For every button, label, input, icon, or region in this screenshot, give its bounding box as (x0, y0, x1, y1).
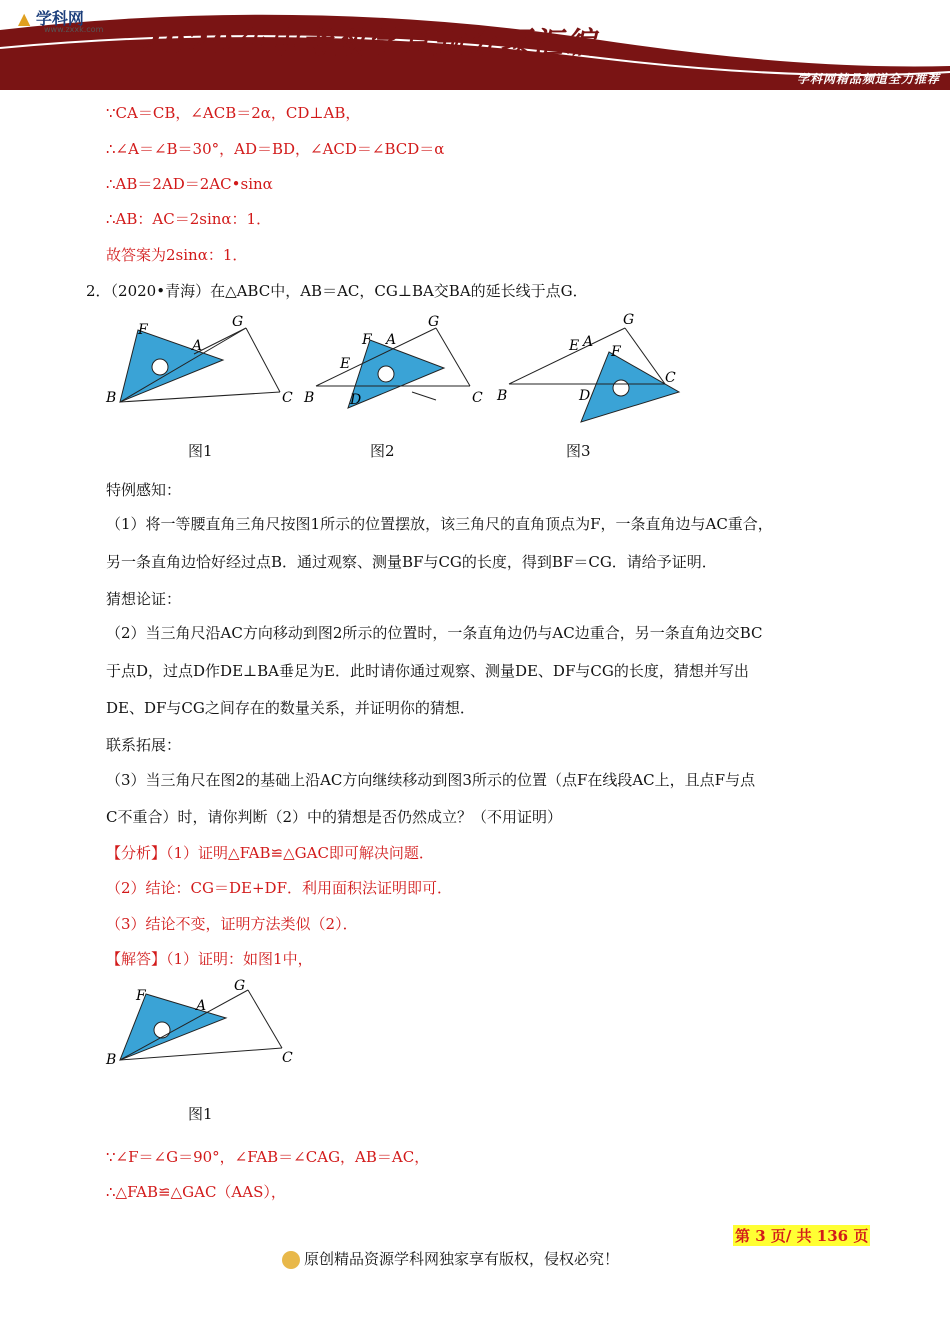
copyright-text: 原创精品资源学科网独家享有版权，侵权必究！ (304, 1250, 620, 1268)
label-B: B (497, 388, 508, 404)
analysis-line: （3）结论不变，证明方法类似（2）． (106, 915, 358, 933)
text-line: 于点D，过点D作DE⊥BA垂足为E．此时请你通过观察、测量DE、DF与CG的长度，猜想并写出 (106, 662, 749, 680)
label-C: C (472, 390, 483, 406)
figure-caption: 图1 (188, 1105, 213, 1123)
figure-1 (100, 312, 300, 412)
analysis-line: （2）结论：CG＝DE+DF．利用面积法证明即可． (106, 879, 452, 897)
label-A: A (386, 332, 397, 348)
label-G: G (428, 314, 440, 330)
triangle-ruler (581, 352, 679, 422)
question-title: 2．（2020•青海）在△ABC中，AB＝AC，CG⊥BA交BA的延长线于点G． (86, 282, 588, 300)
label-C: C (282, 1050, 293, 1066)
label-B: B (106, 390, 117, 406)
figure-3 (495, 310, 695, 430)
label-F: F (362, 332, 372, 348)
figure-2 (300, 312, 500, 412)
text-line: 故答案为2sinα：1． (106, 246, 248, 264)
figure-1-solution (100, 976, 300, 1076)
section-label: 猜想论证： (106, 590, 182, 608)
logo-text: 学科网 (35, 9, 84, 28)
figure-caption: 图1 (188, 442, 213, 460)
label-A: A (196, 998, 207, 1014)
ruler-hole (152, 359, 168, 375)
label-G: G (232, 314, 244, 330)
page-number: 第 3 页/ 共 136 页 (735, 1227, 869, 1245)
footer-copyright (282, 1248, 619, 1269)
text-line: 另一条直角边恰好经过点B．通过观察、测量BF与CG的长度，得到BF＝CG．请给予证明． (106, 553, 717, 571)
triangle-ruler (120, 330, 223, 402)
label-F: F (136, 988, 146, 1004)
arrow (412, 392, 436, 400)
text-line: ∴∠A＝∠B＝30°，AD＝BD，∠ACD＝∠BCD＝α (106, 140, 445, 158)
solution-line: 【解答】（1）证明：如图1中， (106, 950, 313, 968)
label-A: A (192, 338, 203, 354)
text-line: ∴AB：AC＝2sinα：1． (106, 210, 272, 228)
text-line: （3）当三角尺在图2的基础上沿AC方向继续移动到图3所示的位置（点F在线段AC上，且点F与点 (106, 771, 756, 789)
text-line: DE、DF与CG之间存在的数量关系，并证明你的猜想． (106, 699, 475, 717)
figure-caption: 图2 (370, 442, 395, 460)
text-line: ∵CA＝CB，∠ACB＝2α，CD⊥AB， (106, 104, 361, 122)
label-C: C (282, 390, 293, 406)
text-line: ∴AB＝2AD＝2AC•sinα (106, 175, 273, 193)
label-E: E (569, 338, 580, 354)
label-F: F (138, 322, 148, 338)
label-G: G (234, 978, 246, 994)
solution-line: ∵∠F＝∠G＝90°，∠FAB＝∠CAG，AB＝AC， (106, 1148, 430, 1166)
header-slogan: 学科网精品频道全力推荐 (796, 72, 940, 86)
solution-line: ∴△FAB≌△GAC（AAS）， (106, 1183, 286, 1201)
label-F: F (611, 344, 621, 360)
ruler-hole (613, 380, 629, 396)
label-A: A (583, 334, 594, 350)
label-C: C (665, 370, 676, 386)
analysis-line: 【分析】（1）证明△FAB≌△GAC即可解决问题． (106, 844, 434, 862)
label-D: D (350, 392, 362, 408)
label-E: E (340, 356, 351, 372)
label-B: B (106, 1052, 117, 1068)
page-title: 2020年中考数学真题分项汇编 (140, 26, 599, 61)
figure-caption: 图3 (566, 442, 591, 460)
section-label: 联系拓展： (106, 736, 182, 754)
text-line: （1）将一等腰直角三角尺按图1所示的位置摆放，该三角尺的直角顶点为F，一条直角边与AC重合， (106, 515, 773, 533)
logo-url: www.zxxk.com (44, 25, 104, 34)
label-D: D (579, 388, 591, 404)
page-header (0, 0, 950, 92)
label-G: G (623, 312, 635, 328)
text-line: C不重合）时，请你判断（2）中的猜想是否仍然成立？（不用证明） (106, 808, 563, 826)
section-label: 特例感知： (106, 481, 182, 499)
ruler-hole (378, 366, 394, 382)
logo-icon: ▲ (18, 9, 31, 28)
logo-icon (282, 1251, 300, 1269)
text-line: （2）当三角尺沿AC方向移动到图2所示的位置时，一条直角边仍与AC边重合，另一条直角边交BC (106, 624, 763, 642)
label-B: B (304, 390, 315, 406)
ruler-hole (154, 1022, 170, 1038)
